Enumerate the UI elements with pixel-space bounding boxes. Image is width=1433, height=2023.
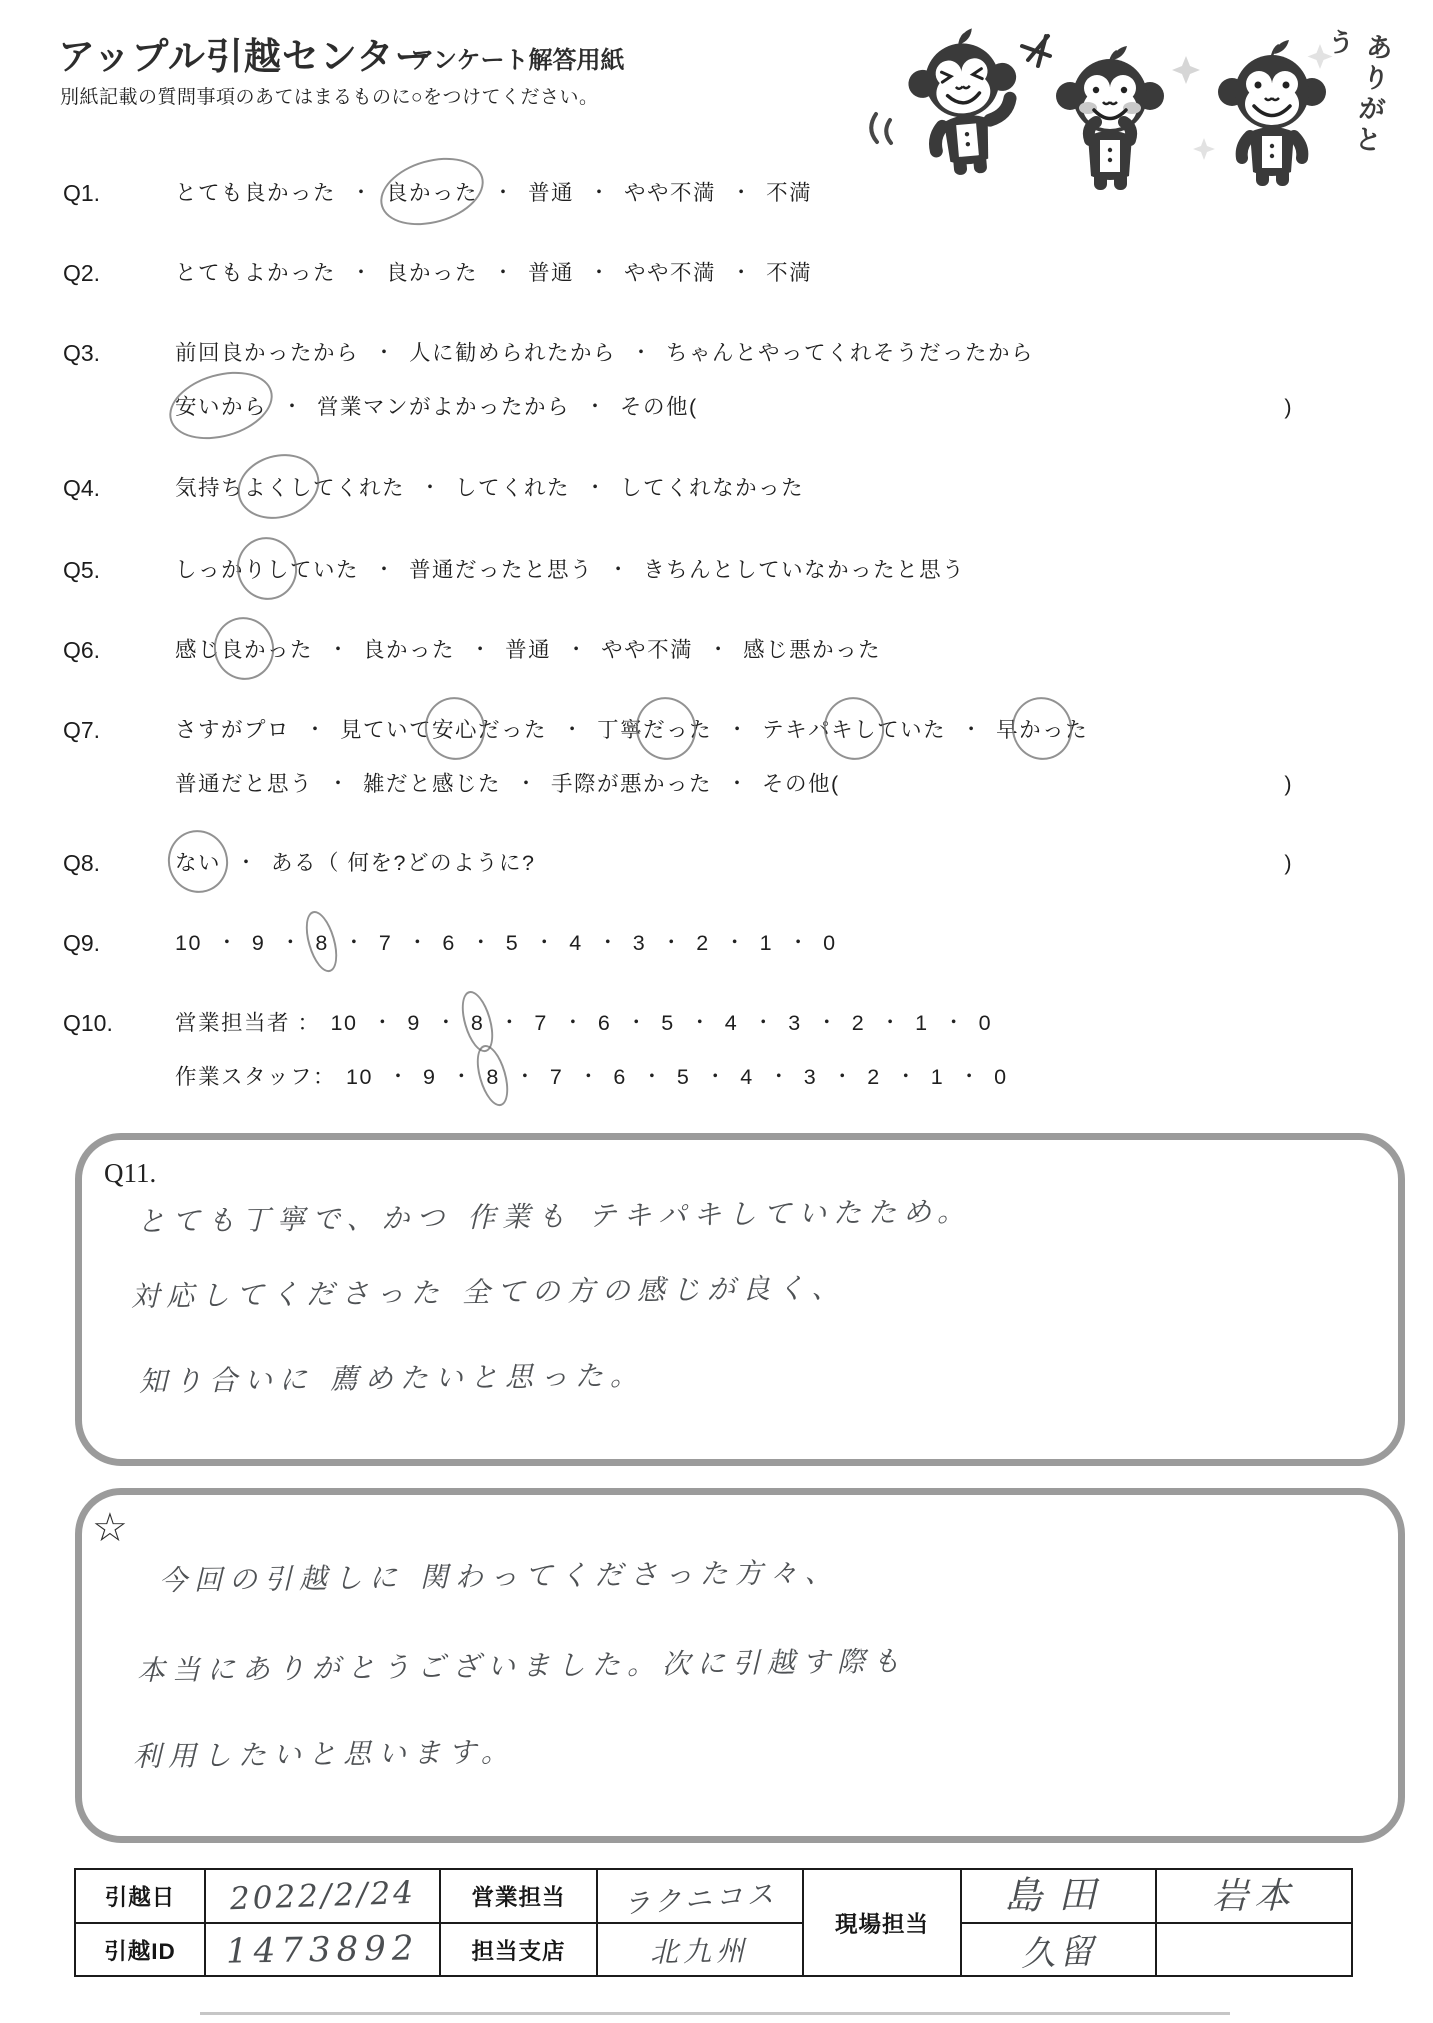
handwritten-line: 対応してくださった 全ての方の感じが良く、 — [130, 1271, 847, 1313]
option-text: ) — [1284, 395, 1293, 419]
option-text: 0 — [978, 1011, 993, 1035]
separator-dot: ・ — [731, 182, 752, 204]
separator-dot: ・ — [943, 1012, 964, 1034]
footer-info-table — [74, 1868, 1353, 1977]
option-text: 人に勧められたから — [409, 341, 617, 365]
separator-dot: ・ — [374, 559, 395, 581]
option-text: 手際が悪かった — [551, 772, 713, 796]
separator-dot: ・ — [372, 1012, 393, 1034]
option-text: やや不満 — [601, 638, 694, 662]
separator-dot: ・ — [589, 182, 610, 204]
question-row — [63, 175, 1373, 211]
question-row — [63, 845, 1373, 881]
form-title: アンケート解答用紙 — [410, 47, 625, 74]
option-text: 9 — [407, 1011, 421, 1035]
scan-artifact-line — [200, 2012, 1230, 2015]
option-text: その他( — [620, 395, 698, 419]
option-group-label: 作業スタッフ： — [175, 1065, 337, 1089]
option-text: 普通 — [528, 181, 575, 205]
circled-option: ない — [175, 845, 221, 881]
separator-dot: ・ — [753, 1012, 774, 1034]
circled-option: 安いから — [175, 389, 267, 425]
question-options — [175, 1005, 1303, 1095]
question-options — [175, 335, 1303, 425]
separator-dot: ・ — [959, 1066, 980, 1088]
option-text: た — [1065, 718, 1089, 742]
move-id-label: 引越ID — [76, 1924, 206, 1977]
option-text: 5 — [676, 1065, 691, 1089]
option-text: った — [267, 638, 314, 662]
option-text: テキパ — [762, 718, 832, 742]
separator-dot: ・ — [343, 932, 364, 954]
option-text: 普通だったと思う — [409, 558, 594, 582]
option-line — [175, 712, 1303, 748]
separator-dot: ・ — [435, 1012, 456, 1034]
separator-dot: ・ — [724, 932, 745, 954]
question-options — [175, 470, 1303, 506]
option-text: 0 — [994, 1065, 1008, 1089]
handwritten-line: 利用したいと思います。 — [132, 1735, 516, 1773]
thanks-vertical-text: ありがとう — [1321, 26, 1394, 158]
separator-dot: ・ — [305, 719, 326, 741]
sales-rep-label: 営業担当 — [441, 1870, 598, 1924]
option-line — [175, 255, 1303, 291]
separator-dot: ・ — [731, 262, 752, 284]
separator-dot: ・ — [493, 262, 514, 284]
site-staff-name-1: 島田 — [962, 1870, 1157, 1924]
option-text: 不満 — [766, 181, 813, 205]
question-options — [175, 175, 1303, 211]
separator-dot: ・ — [585, 396, 606, 418]
option-line — [175, 335, 1303, 371]
separator-dot: ・ — [407, 932, 428, 954]
move-date-label: 引越日 — [76, 1870, 206, 1924]
option-text: 良かった — [363, 638, 456, 662]
move-date-value: 2022/2/24 — [206, 1870, 441, 1924]
option-text: 感じ — [175, 638, 222, 662]
option-text: 1 — [915, 1011, 929, 1035]
option-text: 4 — [740, 1065, 754, 1089]
option-line — [175, 1059, 1303, 1095]
separator-dot: ・ — [608, 559, 629, 581]
question-number: Q4. — [63, 475, 101, 501]
sales-rep-value: ラクニコス — [598, 1870, 804, 1924]
separator-dot: ・ — [420, 477, 441, 499]
separator-dot: ・ — [578, 1066, 599, 1088]
comment-box-star — [75, 1488, 1405, 1843]
option-text: た — [689, 718, 713, 742]
option-line — [175, 552, 1303, 588]
separator-dot: ・ — [280, 932, 301, 954]
option-text: 6 — [613, 1065, 627, 1089]
option-text: 6 — [442, 931, 456, 955]
option-text: 10 — [346, 1065, 373, 1089]
option-text: その他( — [762, 772, 840, 796]
circled-option: 安心 — [432, 712, 478, 748]
circled-option: よくし — [244, 470, 313, 506]
separator-dot: ・ — [705, 1066, 726, 1088]
handwritten-line: 今回の引越しに 関わってくださった方々、 — [158, 1555, 840, 1597]
option-text: ちゃんとやってくれそうだったから — [666, 341, 1035, 365]
question-row — [63, 925, 1373, 961]
option-text: 良かった — [386, 261, 479, 285]
separator-dot: ・ — [216, 932, 237, 954]
separator-dot: ・ — [661, 932, 682, 954]
question-number: Q6. — [63, 637, 101, 663]
option-text: ていた — [877, 718, 947, 742]
separator-dot: ・ — [626, 1012, 647, 1034]
option-text: 9 — [251, 931, 266, 955]
option-text: 1 — [930, 1065, 945, 1089]
q11-handwritten-comment — [130, 1194, 1368, 1402]
option-text: ていた — [290, 558, 360, 582]
circled-option: 8 — [315, 925, 328, 961]
handwritten-line: 知り合いに 薦めたいと思った。 — [138, 1358, 646, 1398]
question-options — [175, 925, 1303, 961]
star-handwritten-comment — [132, 1555, 1368, 1777]
option-text: 丁寧 — [597, 718, 644, 742]
question-row — [63, 712, 1373, 802]
question-row — [63, 632, 1373, 668]
option-line — [175, 470, 1303, 506]
site-staff-name-2: 岩本 — [1157, 1870, 1353, 1924]
separator-dot: ・ — [689, 1012, 710, 1034]
circled-option: 良かった — [386, 175, 478, 211]
option-text: 4 — [569, 931, 583, 955]
option-text: 3 — [803, 1065, 818, 1089]
separator-dot: ・ — [328, 639, 349, 661]
circled-option: 8 — [486, 1059, 499, 1095]
option-text: 見ていて — [340, 718, 433, 742]
separator-dot: ・ — [236, 852, 257, 874]
option-text: やや不満 — [624, 261, 717, 285]
handwritten-line: とても丁寧で、かつ 作業も テキパキしていたため。 — [136, 1194, 973, 1238]
option-text: 早 — [996, 718, 1020, 742]
circled-option: 良か — [221, 632, 267, 668]
separator-dot: ・ — [895, 1066, 916, 1088]
circled-option: だっ — [643, 712, 689, 748]
separator-dot: ・ — [493, 182, 514, 204]
option-text: 2 — [696, 931, 710, 955]
option-line — [175, 925, 1303, 961]
question-number: Q7. — [63, 717, 101, 743]
option-text: 4 — [724, 1011, 739, 1035]
option-text: 5 — [505, 931, 520, 955]
circled-option: りし — [244, 552, 290, 588]
branch-value: 北九州 — [598, 1924, 804, 1977]
separator-dot: ・ — [562, 1012, 583, 1034]
separator-dot: ・ — [880, 1012, 901, 1034]
option-text: 10 — [175, 931, 202, 955]
separator-dot: ・ — [499, 1012, 520, 1034]
question-number: Q10. — [63, 1010, 113, 1036]
branch-label: 担当支店 — [441, 1924, 598, 1977]
option-group-label: 営業担当者 ： — [175, 1011, 321, 1035]
option-text: とても良かった — [175, 181, 337, 205]
question-number: Q3. — [63, 340, 101, 366]
option-text: 雑だと感じた — [363, 772, 502, 796]
separator-dot: ・ — [816, 1012, 837, 1034]
option-text: しっか — [175, 558, 245, 582]
q11-label: Q11. — [104, 1158, 157, 1188]
option-text: ) — [1284, 772, 1293, 796]
separator-dot: ・ — [514, 1066, 535, 1088]
option-text: 3 — [632, 931, 647, 955]
separator-dot: ・ — [585, 477, 606, 499]
option-text: 普通だと思う — [175, 772, 314, 796]
option-text: ある（ 何を?どのように? — [271, 851, 536, 875]
separator-dot: ・ — [351, 262, 372, 284]
option-line — [175, 632, 1303, 668]
option-text: 前回良かったから — [175, 341, 360, 365]
option-line — [175, 766, 1303, 802]
option-line — [175, 175, 1303, 211]
option-text: 気持ち — [175, 476, 245, 500]
option-text: 2 — [867, 1065, 881, 1089]
separator-dot: ・ — [631, 342, 652, 364]
handwritten-line: 本当にありがとうございました。次に引越す際も — [136, 1644, 908, 1687]
instruction-text: 別紙記載の質問事項のあてはまるものに○をつけてください。 — [60, 87, 599, 108]
separator-dot: ・ — [282, 396, 303, 418]
option-text: 2 — [851, 1011, 866, 1035]
question-number: Q1. — [63, 180, 101, 206]
option-text: きちんとしていなかったと思う — [643, 558, 966, 582]
separator-dot: ・ — [589, 262, 610, 284]
question-options — [175, 552, 1303, 588]
option-text: 9 — [422, 1065, 437, 1089]
option-text: 感じ悪かった — [743, 638, 882, 662]
option-text: 普通 — [528, 261, 575, 285]
separator-dot: ・ — [641, 1066, 662, 1088]
question-row — [63, 470, 1373, 506]
option-text: してくれなかった — [620, 476, 805, 500]
option-text: 10 — [330, 1011, 358, 1035]
separator-dot: ・ — [516, 773, 537, 795]
option-text: 7 — [378, 931, 393, 955]
question-number: Q2. — [63, 260, 101, 286]
option-text: ) — [1284, 851, 1293, 875]
site-staff-name-3: 久留 — [962, 1924, 1157, 1977]
separator-dot: ・ — [768, 1066, 789, 1088]
separator-dot: ・ — [961, 719, 982, 741]
question-options — [175, 845, 1303, 881]
circled-option: キし — [831, 712, 877, 748]
separator-dot: ・ — [328, 773, 349, 795]
separator-dot: ・ — [387, 1066, 408, 1088]
option-line — [175, 845, 1303, 881]
brand-title: アップル引越センター — [58, 36, 433, 77]
separator-dot: ・ — [470, 932, 491, 954]
question-row — [63, 335, 1373, 425]
separator-dot: ・ — [534, 932, 555, 954]
option-text: してくれた — [455, 476, 571, 500]
separator-dot: ・ — [597, 932, 618, 954]
question-number: Q9. — [63, 930, 101, 956]
move-id-value: 1473892 — [206, 1924, 441, 1977]
comment-box-q11 — [75, 1133, 1405, 1466]
question-number: Q5. — [63, 557, 101, 583]
option-line — [175, 389, 1303, 425]
separator-dot: ・ — [374, 342, 395, 364]
question-options — [175, 255, 1303, 291]
star-icon: ☆ — [92, 1506, 128, 1550]
separator-dot: ・ — [727, 719, 748, 741]
option-text: 0 — [823, 931, 837, 955]
option-text: 普通 — [505, 638, 552, 662]
separator-dot: ・ — [562, 719, 583, 741]
site-staff-name-4-empty — [1157, 1924, 1353, 1977]
option-text: 5 — [661, 1011, 675, 1035]
question-options — [175, 712, 1303, 802]
site-staff-label: 現場担当 — [804, 1870, 962, 1977]
option-text: 7 — [549, 1065, 564, 1089]
option-text: さすがプロ — [175, 718, 291, 742]
question-row — [63, 552, 1373, 588]
option-text: とてもよかった — [175, 261, 337, 285]
option-text: 7 — [534, 1011, 548, 1035]
option-text: 3 — [788, 1011, 802, 1035]
option-text: 6 — [597, 1011, 612, 1035]
option-text: 不満 — [766, 261, 813, 285]
question-options — [175, 632, 1303, 668]
option-text: やや不満 — [624, 181, 717, 205]
separator-dot: ・ — [451, 1066, 472, 1088]
separator-dot: ・ — [351, 182, 372, 204]
option-line — [175, 1005, 1303, 1041]
circled-option: かっ — [1019, 712, 1065, 748]
separator-dot: ・ — [727, 773, 748, 795]
option-text: だった — [478, 718, 548, 742]
option-text: 1 — [759, 931, 774, 955]
option-text: 営業マンがよかったから — [317, 395, 571, 419]
circled-option: 8 — [471, 1005, 484, 1041]
separator-dot: ・ — [566, 639, 587, 661]
separator-dot: ・ — [708, 639, 729, 661]
separator-dot: ・ — [470, 639, 491, 661]
separator-dot: ・ — [788, 932, 809, 954]
option-text: てくれた — [313, 476, 406, 500]
question-row — [63, 255, 1373, 291]
question-row — [63, 1005, 1373, 1095]
question-number: Q8. — [63, 850, 101, 876]
separator-dot: ・ — [832, 1066, 853, 1088]
